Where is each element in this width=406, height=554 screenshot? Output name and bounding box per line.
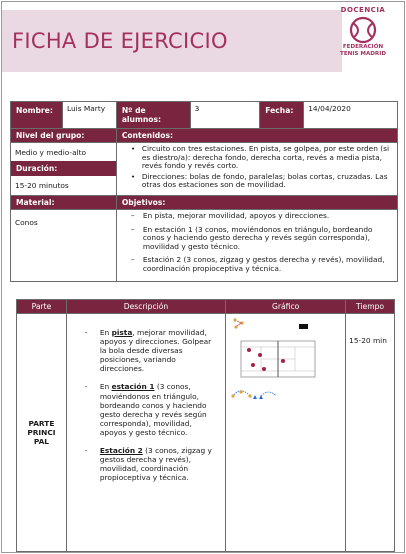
material-label: Material: <box>11 196 117 210</box>
cone-icon <box>234 318 237 321</box>
desc-key: estación 1 <box>111 382 155 392</box>
contenidos-label: Contenidos: <box>116 129 397 143</box>
col-descripcion: Descripción <box>66 300 225 314</box>
alumnos-label: Nº de alumnos: <box>116 102 190 129</box>
col-parte: Parte <box>17 300 67 314</box>
info-row-1 <box>11 102 398 129</box>
fecha-text: 14/04/2020 <box>308 104 351 113</box>
objetivos-item: – En estación 1 (3 conos, moviéndonos en triángulo, bordeando conos y haciendo gesto derecha y revés según corresponda), movilidad y gesto técnico. <box>131 226 391 252</box>
cone-icon <box>240 390 243 393</box>
desc-key: pista <box>111 328 133 337</box>
nivel-label: Nivel del grupo: <box>11 129 117 143</box>
descripcion-cell <box>66 314 225 552</box>
info-table <box>10 101 398 282</box>
header <box>2 2 404 80</box>
player-icon <box>247 348 251 352</box>
session-row <box>17 314 395 552</box>
objetivos-cell <box>116 210 397 282</box>
descripcion-item <box>85 382 219 437</box>
desc-post: , mejorar movilidad, apoyos y direcciones. Golpear la bola desde diversas posiciones, variando direcciones. <box>99 328 212 374</box>
contenidos-item: • Circuito con tres estaciones. En pista, se golpea, por este orden (si es diestro/a): derecha fondo, derecha corta, revés a media pista, revés fondo y revés corto. <box>131 145 391 171</box>
cone-icon <box>259 395 263 399</box>
exercise-sheet <box>1 1 405 553</box>
alumnos-value[interactable] <box>190 102 260 129</box>
info-row-4 <box>11 196 398 210</box>
contenidos-cell <box>116 143 397 196</box>
federation-logo <box>324 4 402 76</box>
contenidos-list <box>117 143 397 194</box>
player-icon <box>251 363 255 367</box>
logo-docencia: DOCENCIA <box>340 6 386 14</box>
objetivos-label: Objetivos: <box>116 196 397 210</box>
duracion-label: Duración: <box>11 161 116 176</box>
tennis-ball-icon <box>346 16 380 44</box>
cone-icon <box>253 395 257 399</box>
page-title: FICHA DE EJERCICIO <box>12 29 228 53</box>
fecha-label: Fecha: <box>260 102 304 129</box>
player-icon <box>262 367 266 371</box>
nombre-label: Nombre: <box>11 102 63 129</box>
objetivos-item: – Estación 2 (3 conos, zigzag y gestos derecha y revés), movilidad, coordinación propioceptiva y técnica. <box>131 256 391 273</box>
descripcion-item <box>85 328 219 373</box>
session-header-row <box>17 300 395 314</box>
material-value: Conos <box>11 210 117 282</box>
nivel-value: Medio y medio-alto <box>15 148 87 157</box>
grafico-cell <box>226 314 346 552</box>
fecha-value[interactable] <box>304 102 398 129</box>
desc-post: (3 conos, moviéndonos en triángulo, bordeando conos y haciendo gesto derecha y revés según corresponda), movilidad, apoyos y gesto técnico. <box>99 382 207 437</box>
tiempo-cell: 15-20 min <box>346 314 395 552</box>
desc-post: (3 conos, zigzag y gestos derecha y revés), movilidad, coordinación propioceptiva y técnica. <box>99 446 212 483</box>
desc-pre: En <box>99 328 112 337</box>
nivel-duracion-cell <box>11 143 117 196</box>
objetivos-item: – En pista, mejorar movilidad, apoyos y direcciones. <box>131 212 391 221</box>
cone-icon <box>249 394 252 397</box>
col-tiempo: Tiempo <box>346 300 395 314</box>
col-grafico: Gráfico <box>226 300 346 314</box>
ball-basket-icon <box>299 324 308 329</box>
desc-pre: En <box>99 382 112 392</box>
logo-fed-line1: FEDERACIÓN <box>342 44 384 50</box>
contenidos-item: • Direcciones: bolas de fondo, paralelas; bolas cortas, cruzadas. Las otras dos estaciones son de movilidad. <box>131 173 391 190</box>
desc-key: Estación 2 <box>99 446 143 456</box>
info-row-5 <box>11 210 398 282</box>
duracion-value: 15-20 minutos <box>15 181 69 190</box>
descripcion-list <box>67 314 225 495</box>
logo-fed-line2: TENIS MADRID <box>340 50 386 57</box>
session-table <box>16 299 395 552</box>
nombre-text: Luis Marty <box>66 104 106 113</box>
info-row-2 <box>11 129 398 143</box>
nombre-value[interactable] <box>62 102 116 129</box>
player-icon <box>258 353 262 357</box>
alumnos-text: 3 <box>194 104 200 113</box>
player-icon <box>281 359 285 363</box>
parte-cell: PARTE PRINCI PAL <box>17 314 67 552</box>
court-diagram <box>226 314 344 414</box>
info-row-3 <box>11 143 398 196</box>
descripcion-item <box>85 446 219 482</box>
objetivos-list <box>117 210 397 281</box>
cone-icon <box>232 394 235 397</box>
